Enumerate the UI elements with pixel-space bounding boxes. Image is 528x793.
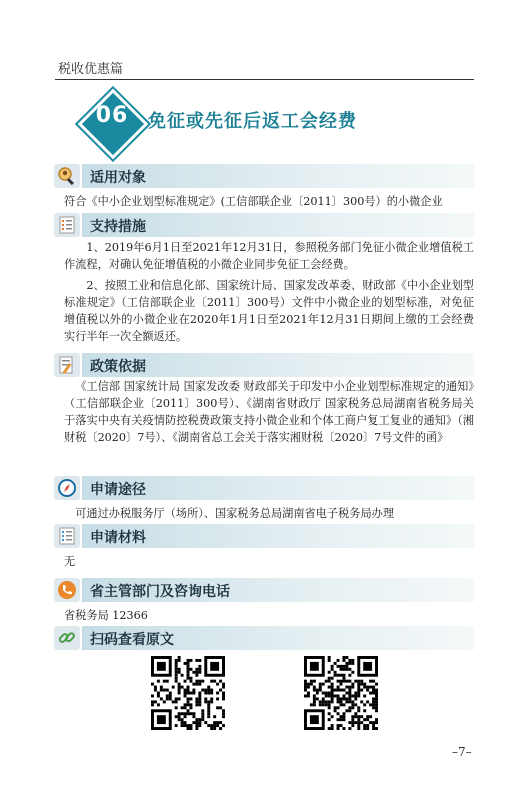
- qr-code-1: [151, 656, 225, 730]
- basis-text: 《工信部 国家统计局 国家发改委 财政部关于印发中小企业划型标准规定的通知》（工信部联企业〔2011〕300号）、《湖南省财政厅 国家税务总局湖南省税务局关于落实中央有关疫情防控税费政策支持小微企业和个体工商户复工复业的通知》（湘财税〔2020〕7号）、《湖南省总工会关于落实湘财税〔2020〕7号文件的函》: [64, 380, 474, 444]
- section-basis-header: [54, 353, 474, 377]
- running-header: 税收优惠篇: [58, 62, 124, 77]
- channel-text: 可通过办税服务厅（场所）、国家税务总局湖南省电子税务局办理: [75, 507, 395, 520]
- section-scan-header: [54, 626, 474, 650]
- measures-paragraph-2: 2、按照工业和信息化部、国家统计局、国家发改革委、财政部《中小企业划型标准规定》（工信部联企业〔2011〕300号）文件中小微企业的划型标准，对免征增值税以外的小微企业在2020年1月1日至2021年12月31日期间上缴的工会经费实行半年一次全额返还。: [64, 279, 474, 343]
- page-title: 免征或先征后返工会经费: [148, 111, 357, 132]
- compass-icon: [54, 476, 80, 500]
- contact-text: 省税务局 12366: [64, 609, 148, 622]
- section-channel-header: [54, 476, 474, 500]
- measures-paragraph-1: 1、2019年6月1日至2021年12月31日，参照税务部门免征小微企业增值税工作流程，对确认免征增值税的小微企业同步免征工会经费。: [64, 241, 474, 271]
- materials-text: 无: [64, 555, 76, 568]
- list-icon: [54, 213, 80, 237]
- section-label: 申请材料: [90, 530, 146, 546]
- phone-icon: [54, 578, 80, 602]
- section-title-block: [82, 95, 382, 155]
- target-text: 符合《中小企业划型标准规定》(工信部联企业〔2011〕300号）的小微企业: [64, 195, 443, 208]
- section-measures-header: [54, 213, 474, 237]
- person-search-icon: [54, 164, 80, 188]
- section-label: 省主管部门及咨询电话: [90, 584, 230, 600]
- section-contact-header: [54, 578, 474, 602]
- section-label: 申请途径: [90, 482, 146, 498]
- link-icon: [54, 626, 80, 650]
- section-label: 扫码查看原文: [90, 632, 174, 648]
- section-target-header: [54, 164, 474, 188]
- section-materials-header: [54, 524, 474, 548]
- document-pen-icon: [54, 353, 80, 377]
- page-number: –7–: [452, 745, 472, 759]
- section-label: 支持措施: [90, 219, 146, 235]
- section-label: 政策依据: [90, 359, 146, 375]
- header-divider: [55, 79, 474, 80]
- section-label: 适用对象: [90, 170, 146, 186]
- badge-number: 06: [95, 103, 129, 128]
- qr-code-2: [304, 656, 378, 730]
- checklist-icon: [54, 524, 80, 548]
